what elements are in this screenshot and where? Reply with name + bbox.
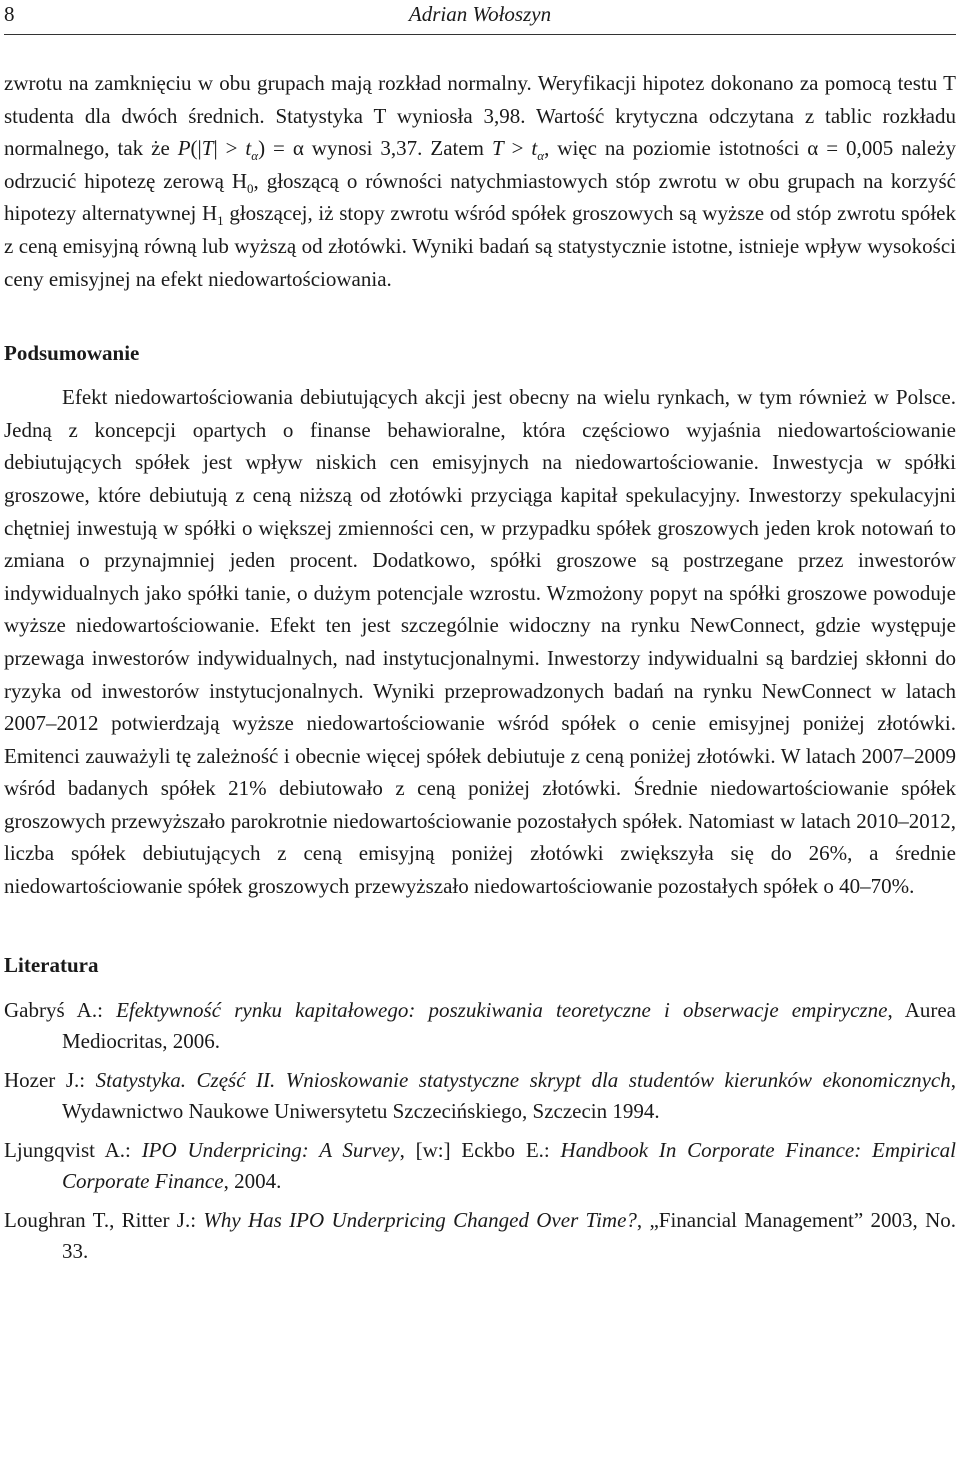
section-heading-summary: Podsumowanie — [4, 341, 140, 366]
reference-item: Loughran T., Ritter J.: Why Has IPO Underpricing Changed Over Time?, „Financial Management” 2003, No. 33. — [4, 1207, 957, 1263]
running-header — [4, 0, 956, 35]
document-page — [4, 0, 956, 1275]
reference-item: Hozer J.: Statystyka. Część II. Wnioskowanie statystyczne skrypt dla studentów kierunków ekonomicznych, Wydawnictwo Naukowe Uniwersytetu Szczecińskiego, Szczecin 1994. — [4, 1067, 957, 1123]
reference-item: Ljungqvist A.: IPO Underpricing: A Survey, [w:] Eckbo E.: Handbook In Corporate Finance: Empirical Corporate Finance, 2004. — [4, 1137, 956, 1193]
reference-list — [4, 995, 956, 1267]
running-title-author: Adrian Wołoszyn — [408, 2, 552, 26]
reference-item: Gabryś A.: Efektywność rynku kapitałowego: poszukiwania teoretyczne i obserwacje empiryczne, Aurea Mediocritas, 2006. — [4, 997, 956, 1053]
section-heading-literature: Literatura — [4, 952, 99, 977]
summary-paragraph: Efekt niedowartościowania debiutujących akcji jest obecny na wielu rynkach, w tym również w Polsce. Jedną z koncepcji opartych o finanse behawioralne, która częściowo wyjaśnia niedowartościowanie debiutujących spółek jest wpływ niskich cen emisyjnych na niedowartościowanie. Inwestycja w spółki groszowe, które debiutują z ceną niższą od złotówki przyciąga kapitał spekulacyjny. Inwestorzy spekulacyjni chętniej inwestują w spółki o większej zmienności cen, w przypadku spółek groszowych jeden krok notowań to zmiana o przynajmniej jeden procent. Dodatkowo, spółki groszowe są postrzegane przez inwestorów indywidualnych jako spółki tanie, o dużym potencjale wzrostu. Wzmożony popyt na spółki groszowe powoduje wyższe niedowartościowanie. Efekt ten jest szczególnie widoczny na rynku NewConnect, gdzie występuje przewaga inwestorów indywidualnych, nad instytucjonalnymi. Inwestorzy indywidualni są bardziej skłonni do ryzyka od inwestorów instytucjonalnych. Wyniki przeprowadzonych badań na rynku NewConnect w latach 2007–2012 potwierdzają wyższe niedowartościowanie wśród spółek o cenie emisyjnej poniżej złotówki. Emitenci zauważyli tę zależność i obecnie więcej spółek debiutuje z ceną poniżej złotówki. W latach 2007–2009 wśród badanych spółek 21% debiutowało z ceną poniżej złotówki. Średnie niedowartościowanie spółek groszowych przewyższało parokrotnie niedowartościowanie pozostałych spółek. Natomiast w latach 2010–2012, liczba spółek debiutujących z ceną emisyjną poniżej złotówki zwiększyła się do 26%, a średnie niedowartościowanie spółek groszowych przewyższało niedowartościowanie pozostałych spółek o 40–70%. — [4, 385, 956, 899]
page-number: 8 — [4, 2, 15, 26]
results-paragraph: zwrotu na zamknięciu w obu grupach mają rozkład normalny. Weryfikacji hipotez dokonano za pomocą testu T studenta dla dwóch średnich. Statystyka T wyniosła 3,98. Wartość krytyczna odczytana z tablic rozkładu normalnego, tak że $P(|T| > t_\alpha) = \alpha$ wynosi 3,37. Zatem $T > t_\alpha$, więc na poziomie istotności α = 0,005 należy odrzucić hipotezę zerową $H_0$, głoszącą o równości natychmiastowych stóp zwrotu w obu grupach na korzyść hipotezy alternatywnej $H_1$ głoszącej, iż stopy zwrotu wśród spółek groszowych są wyższe od stóp zwrotu spółek z ceną emisyjną równą lub wyższą od złotówki. Wyniki badań są statystycznie istotne, istnieje wpływ wysokości ceny emisyjnej na efekt niedowartościowania. — [4, 71, 957, 291]
